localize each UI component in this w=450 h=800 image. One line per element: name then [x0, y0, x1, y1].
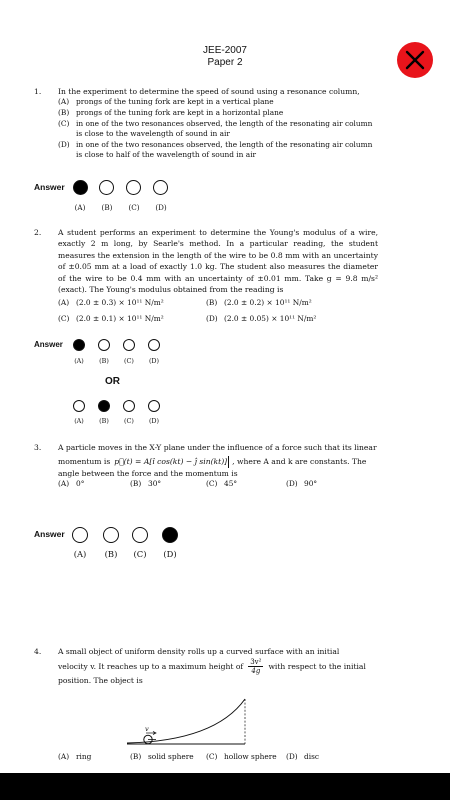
option-a: (A) ring	[58, 752, 92, 761]
answer-label: Answer	[34, 182, 65, 192]
fraction-denominator: 4g	[251, 667, 261, 676]
answer-label: Answer	[34, 529, 65, 539]
question-number: 3.	[34, 443, 42, 452]
velocity-label: v	[145, 725, 149, 733]
question-3	[34, 442, 378, 490]
question-text: A student performs an experiment to determine the Young's modulus of a wire, exactly 2 m long, by Searle's method. In a particular reading, the student measures the extension in the length of the wire to be 0.8 mm with an uncertainty of ±0.05 mm at a load of exactly 1.0 kg. The student also measures the diameter of the wire to be 0.4 mm with an uncertainty of ±0.01 mm. Take g = 9.8 m/s² (exact). The Young's modulus obtained from the reading is	[58, 228, 378, 295]
exam-title: JEE-2007	[203, 45, 247, 56]
answer-1-choice-d[interactable]	[153, 180, 168, 195]
option-d: (D) (2.0 ± 0.05) × 10¹¹ N/m²	[206, 314, 317, 324]
answer-1-choice-b[interactable]	[99, 180, 114, 195]
curved-surface-figure	[125, 697, 250, 749]
choice-label-d: (D)	[155, 203, 167, 212]
choice-label-a: (A)	[74, 417, 84, 425]
question-number: 1.	[34, 87, 42, 96]
answer-2-alt-choice-c[interactable]	[123, 400, 135, 412]
answer-3-choice-b[interactable]	[103, 527, 119, 543]
question-text-line-3: position. The object is	[58, 676, 143, 686]
choice-label-c: (C)	[128, 203, 140, 212]
question-2	[34, 227, 378, 325]
option-b: (B) prongs of the tuning fork are kept in a horizontal plane	[58, 108, 284, 117]
question-text-prefix: velocity v. It reaches up to a maximum height of	[58, 662, 244, 672]
answer-label: Answer	[34, 340, 63, 349]
choice-label-b: (B)	[99, 357, 109, 365]
answer-3-choice-d[interactable]	[162, 527, 178, 543]
option-c: (C) (2.0 ± 0.1) × 10¹¹ N/m²	[58, 314, 164, 324]
choice-label-a: (A)	[73, 549, 87, 559]
option-d: (D) disc	[286, 752, 320, 761]
answer-2-choice-b[interactable]	[98, 339, 110, 351]
question-1	[34, 86, 378, 161]
question-4-options	[58, 752, 358, 763]
momentum-formula: p⃗(t) = A[î cos(kt) − ĵ sin(kt)]	[114, 457, 228, 467]
question-number: 2.	[34, 228, 42, 237]
question-number: 4.	[34, 647, 42, 656]
answer-1-choice-c[interactable]	[126, 180, 141, 195]
answer-2-alt-choice-b[interactable]	[98, 400, 110, 412]
choice-label-d: (D)	[148, 417, 160, 425]
answer-2-choice-a[interactable]	[73, 339, 85, 351]
question-text-suffix: with respect to the initial	[268, 662, 366, 672]
answer-1-choice-a[interactable]	[73, 180, 88, 195]
answer-2-choice-d[interactable]	[148, 339, 160, 351]
fraction-numerator: 3v²	[250, 658, 262, 667]
question-text: In the experiment to determine the speed of sound using a resonance column,	[58, 87, 360, 96]
question-text-line-3: angle between the force and the momentum is	[58, 468, 238, 478]
choice-label-c: (C)	[124, 357, 134, 365]
choice-label-b: (B)	[104, 549, 118, 559]
choice-label-c: (C)	[133, 549, 147, 559]
choice-label-b: (B)	[99, 417, 109, 425]
answer-2-alt-choice-a[interactable]	[73, 400, 85, 412]
option-c: (C) in one of the two resonances observed, the length of the resonating air column is close to the wavelength of sound in air	[58, 118, 373, 139]
question-text-prefix: momentum is	[58, 457, 111, 467]
question-text-line-1: A small object of uniform density rolls up a curved surface with an initial	[58, 647, 340, 656]
option-d: (D) in one of the two resonances observed, the length of the resonating air column is close to half of the wavelength of sound in air	[58, 139, 373, 160]
option-b: (B) solid sphere	[130, 752, 194, 761]
question-text-suffix: , where A and k are constants. The	[232, 457, 367, 467]
bottom-bar	[0, 773, 450, 800]
choice-label-d: (D)	[163, 549, 177, 559]
choice-label-c: (C)	[124, 417, 134, 425]
option-a: (A) (2.0 ± 0.3) × 10¹¹ N/m²	[58, 298, 164, 308]
choice-label-d: (D)	[148, 357, 160, 365]
page-title	[0, 45, 450, 69]
question-text-line-1: A particle moves in the X-Y plane under the influence of a force such that its linear	[58, 443, 377, 452]
close-button[interactable]	[397, 42, 433, 78]
choice-label-b: (B)	[101, 203, 113, 212]
choice-label-a: (A)	[74, 357, 84, 365]
answer-3-choice-a[interactable]	[72, 527, 88, 543]
choice-label-a: (A)	[74, 203, 86, 212]
question-4	[34, 646, 378, 687]
answer-2-choice-c[interactable]	[123, 339, 135, 351]
answer-3-choice-c[interactable]	[132, 527, 148, 543]
close-icon	[397, 42, 433, 78]
option-a: (A) 0°	[58, 479, 85, 489]
paper-subtitle: Paper 2	[207, 57, 243, 68]
option-a: (A) prongs of the tuning fork are kept in a vertical plane	[58, 97, 274, 107]
option-b: (B) 30°	[130, 479, 162, 489]
or-label: OR	[105, 376, 120, 387]
option-c: (C) 45°	[206, 479, 238, 489]
height-fraction	[248, 658, 263, 675]
option-b: (B) (2.0 ± 0.2) × 10¹¹ N/m²	[206, 298, 312, 308]
option-c: (C) hollow sphere	[206, 752, 277, 761]
answer-2-alt-choice-d[interactable]	[148, 400, 160, 412]
option-d: (D) 90°	[286, 479, 318, 489]
